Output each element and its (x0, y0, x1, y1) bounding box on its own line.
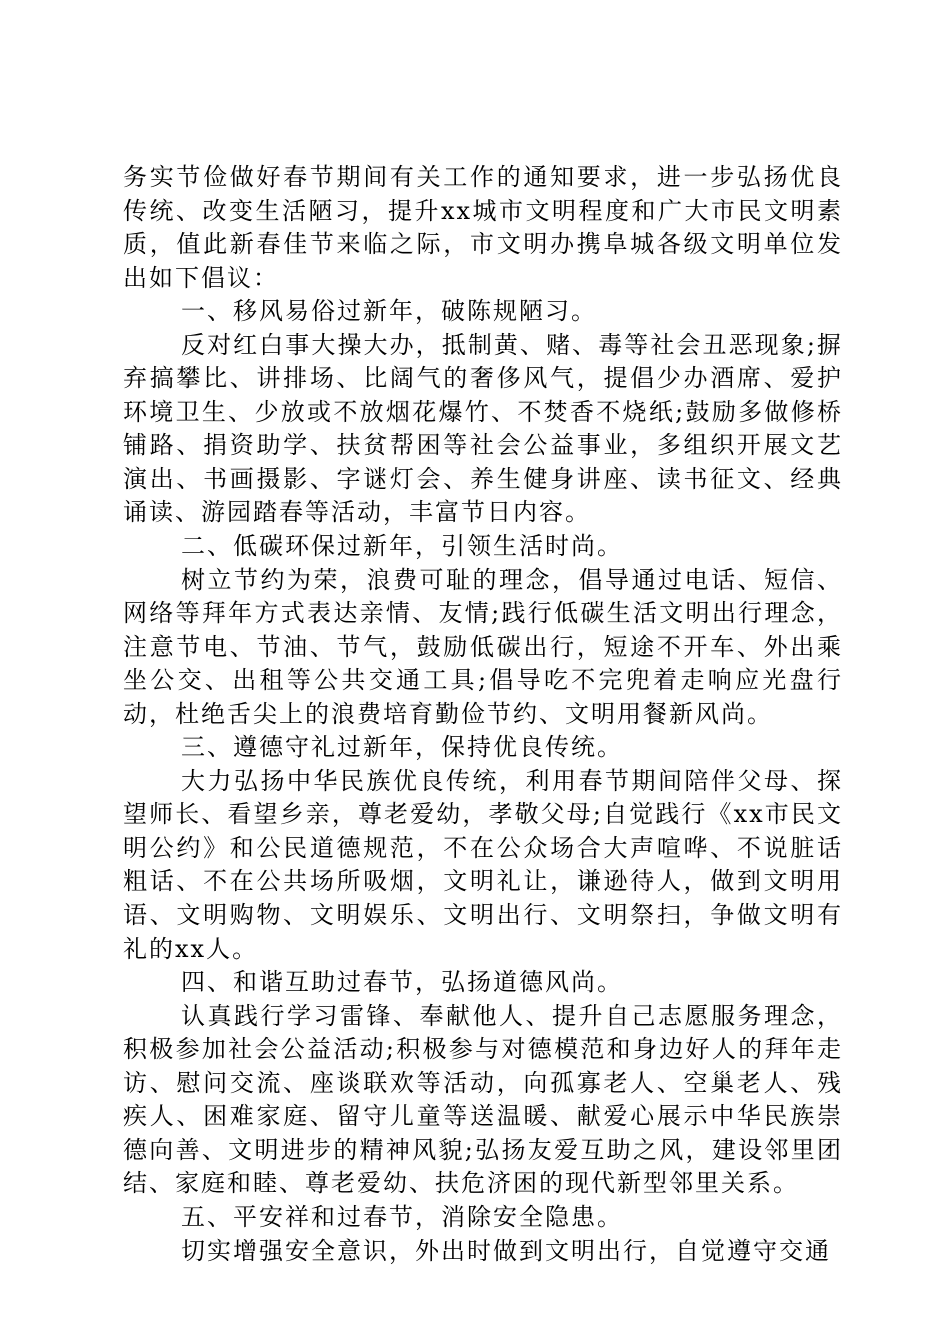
paragraph-section-5: 切实增强安全意识，外出时做到文明出行，自觉遵守交通 (181, 1236, 831, 1265)
section-heading-3: 三、遵德守礼过新年，保持优良传统。 (181, 733, 623, 762)
section-heading-4: 四、和谐互助过春节，弘扬道德风尚。 (181, 968, 623, 997)
paragraph-section-2: 树立节约为荣，浪费可耻的理念，倡导通过电话、短信、网络等拜年方式表达亲情、友情;践行低碳生活文明出行理念，注意节电、节油、节气，鼓励低碳出行，短途不开车、外出乘坐公交、出租等公共交通工具;倡导吃不完兜着走响应光盘行动，杜绝舌尖上的浪费培育勤俭节约、文明用餐新风尚。 (123, 565, 843, 728)
paragraph-section-4: 认真践行学习雷锋、奉献他人、提升自己志愿服务理念，积极参加社会公益活动;积极参与对德模范和身边好人的拜年走访、慰问交流、座谈联欢等活动，向孤寡老人、空巢老人、残疾人、困难家庭、留守儿童等送温暖、献爱心展示中华民族崇德向善、文明进步的精神风貌;弘扬友爱互助之风，建设邻里团结、家庭和睦、尊老爱幼、扶危济困的现代新型邻里关系。 (123, 1001, 843, 1198)
section-heading-2: 二、低碳环保过新年，引领生活时尚。 (181, 532, 623, 561)
paragraph-section-1: 反对红白事大操大办，抵制黄、赌、毒等社会丑恶现象;摒弃搞攀比、讲排场、比阔气的奢侈风气，提倡少办酒席、爱护环境卫生、少放或不放烟花爆竹、不焚香不烧纸;鼓励多做修桥铺路、捐资助学、扶贫帮困等社会公益事业，多组织开展文艺演出、书画摄影、字谜灯会、养生健身讲座、读书征文、经典诵读、游园踏春等活动，丰富节日内容。 (123, 330, 843, 527)
paragraph-section-3: 大力弘扬中华民族优良传统，利用春节期间陪伴父母、探望师长、看望乡亲，尊老爱幼，孝敬父母;自觉践行《xx市民文明公约》和公民道德规范，不在公众场合大声喧哗、不说脏话粗话、不在公共场所吸烟，文明礼让，谦逊待人，做到文明用语、文明购物、文明娱乐、文明出行、文明祭扫，争做文明有礼的xx人。 (123, 766, 843, 963)
document-body (123, 161, 843, 1268)
section-heading-1: 一、移风易俗过新年，破陈规陋习。 (181, 297, 597, 326)
paragraph-intro: 务实节俭做好春节期间有关工作的通知要求，进一步弘扬优良传统、改变生活陋习，提升xx城市文明程度和广大市民文明素质，值此新春佳节来临之际，市文明办携阜城各级文明单位发出如下倡议： (123, 163, 843, 292)
section-heading-5: 五、平安祥和过春节，消除安全隐患。 (181, 1202, 623, 1231)
